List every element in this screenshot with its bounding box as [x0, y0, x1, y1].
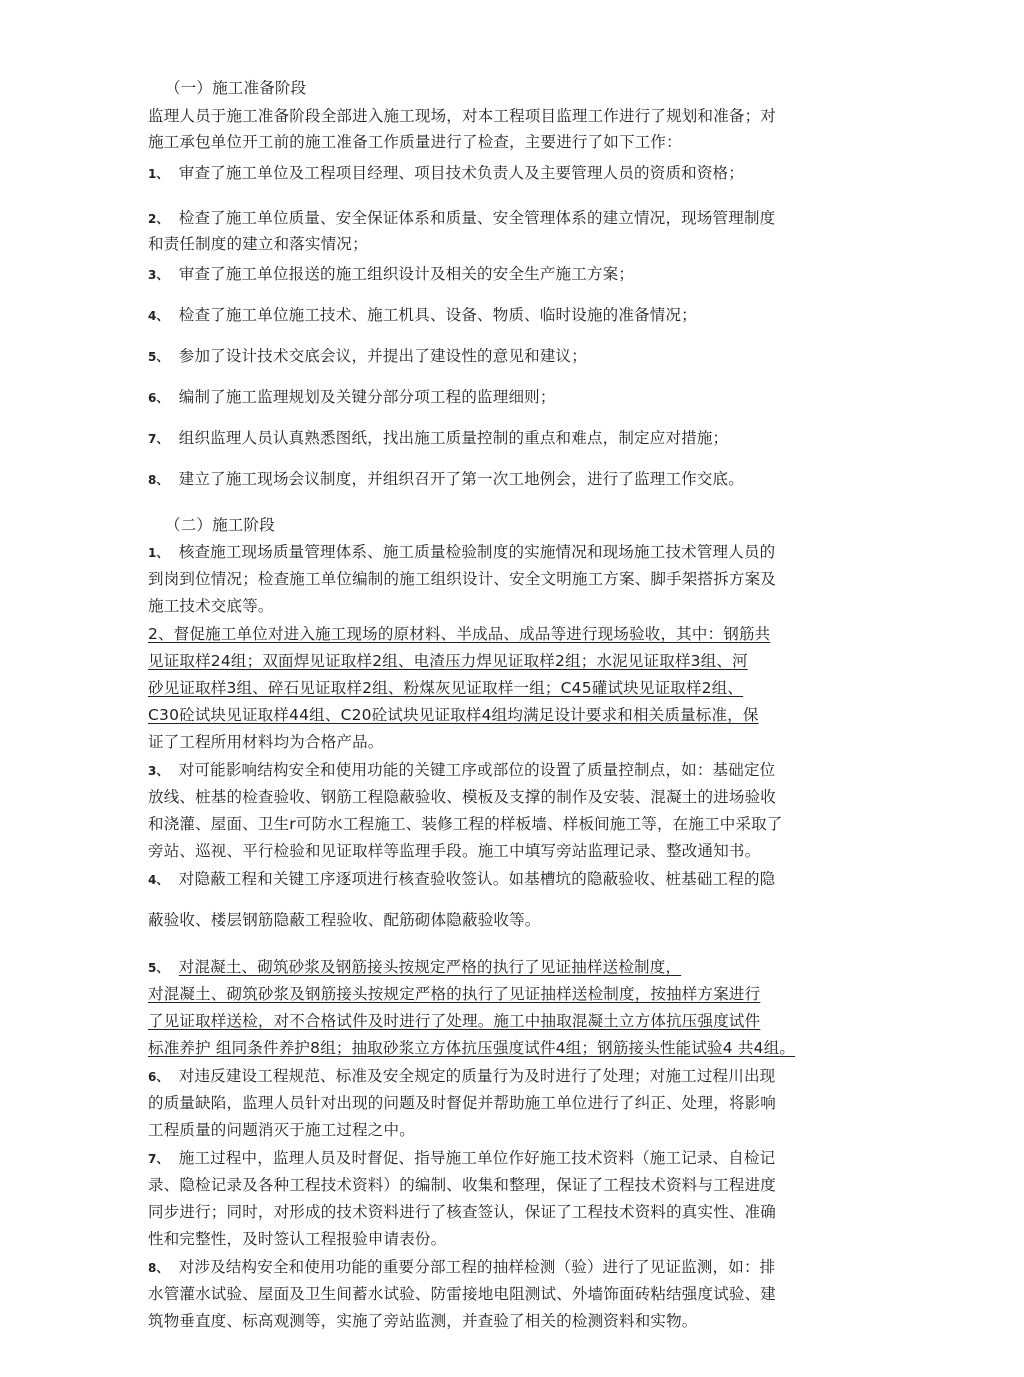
- item-number: 5、: [148, 961, 169, 975]
- item-number: 7、: [148, 432, 169, 446]
- item-text-continued: 水管灌水试验、屋面及卫生间蓄水试验、防雷接地电阻测试、外墙饰面砖粘结强度试验、建: [148, 1285, 777, 1303]
- item-number: 8、: [148, 1261, 169, 1275]
- item-text-continued: 放线、桩基的检查验收、钢筋工程隐蔽验收、模板及支撑的制作及安装、混凝土的进场验收: [148, 788, 777, 806]
- item-text-underlined: 标准养护 组同条件养护8组；抽取砂浆立方体抗压强度试件4组；钢筋接头性能试验4 共4组。: [148, 1039, 796, 1057]
- item-text-underlined: 砂见证取样3组、碎石见证取样2组、粉煤灰见证取样一组；C45礶试块见证取样2组、: [148, 679, 744, 697]
- item-number: 3、: [148, 268, 169, 282]
- item-text-underlined: 对混凝土、砌筑砂浆及钢筋接头按规定严格的执行了见证抽样送检制度，按抽样方案进行: [148, 985, 761, 1003]
- item-number: 1、: [148, 167, 169, 181]
- item-text-continued: 的质量缺陷，监理人员针对出现的问题及时督促并帮助施工单位进行了纠正、处理，将影响: [148, 1094, 777, 1112]
- item-text: 施工过程中，监理人员及时督促、指导施工单位作好施工技术资料（施工记录、自检记: [178, 1149, 776, 1167]
- item-number: 6、: [148, 1070, 169, 1084]
- item-text-continued: 旁站、巡视、平行检验和见证取样等监理手段。施工中填写旁站监理记录、整改通知书。: [148, 842, 761, 860]
- item-text: 审查了施工单位报送的施工组织设计及相关的安全生产施工方案；: [178, 265, 635, 283]
- item-text-continued: 证了工程所用材料均为合格产品。: [148, 733, 384, 751]
- item-number: 3、: [148, 764, 169, 778]
- list-item: [148, 264, 634, 285]
- item-number: 5、: [148, 350, 169, 364]
- item-text: 建立了施工现场会议制度，并组织召开了第一次工地例会，进行了监理工作交底。: [178, 470, 744, 488]
- list-item: [148, 1148, 775, 1169]
- list-item: [148, 542, 775, 563]
- item-text: 编制了施工监理规划及关键分部分项工程的监理细则；: [178, 388, 556, 406]
- item-number: 6、: [148, 391, 169, 405]
- item-text: 检查了施工单位质量、安全保证体系和质量、安全管理体系的建立情况，现场管理制度: [178, 209, 776, 227]
- list-item: [148, 469, 744, 490]
- item-text: 对隐蔽工程和关键工序逐项进行核查验收签认。如基槽坑的隐蔽验收、桩基础工程的隐: [178, 870, 776, 888]
- item-text-continued: 性和完整性，及时签认工程报验申请表份。: [148, 1230, 447, 1248]
- item-number: 2、: [148, 212, 169, 226]
- intro-line: 施工承包单位开工前的施工准备工作质量进行了检查，主要进行了如下工作：: [148, 133, 682, 151]
- item-text-continued: 录、隐检记录及各种工程技术资料）的编制、收集和整理，保证了工程技术资料与工程进度: [148, 1176, 777, 1194]
- item-text-underlined: C30砼试块见证取样44组、C20砼试块见证取样4组均满足设计要求和相关质量标准，保: [148, 706, 759, 724]
- item-text-underlined: 2、督促施工单位对进入施工现场的原材料、半成品、成品等进行现场验收，其中：钢筋共: [148, 625, 771, 643]
- item-text: 对涉及结构安全和使用功能的重要分部工程的抽样检测（验）进行了见证监测，如：排: [178, 1258, 776, 1276]
- item-text-continued: 施工技术交底等。: [148, 597, 274, 615]
- item-number: 4、: [148, 873, 169, 887]
- section-heading-preparation: （一）施工准备阶段: [165, 79, 307, 97]
- item-text-underlined: 见证取样24组；双面焊见证取样2组、电渣压力焊见证取样2组；水泥见证取样3组、河: [148, 652, 748, 670]
- intro-line: 监理人员于施工准备阶段全部进入施工现场，对本工程项目监理工作进行了规划和准备；对: [148, 107, 777, 125]
- item-number: 1、: [148, 546, 169, 560]
- section-heading-construction: （二）施工阶段: [165, 516, 275, 534]
- item-text-underlined: 对混凝土、砌筑砂浆及钢筋接头按规定严格的执行了见证抽样送检制度，: [178, 958, 682, 976]
- item-text: 参加了设计技术交底会议，并提出了建设性的意见和建议；: [178, 347, 587, 365]
- item-text: 核查施工现场质量管理体系、施工质量检验制度的实施情况和现场施工技术管理人员的: [178, 543, 776, 561]
- item-text-continued: 和责任制度的建立和落实情况；: [148, 235, 368, 253]
- list-item: [148, 869, 775, 890]
- list-item: [148, 163, 744, 184]
- list-item: [148, 957, 681, 978]
- list-item: [148, 760, 775, 781]
- item-text: 审查了施工单位及工程项目经理、项目技术负责人及主要管理人员的资质和资格；: [178, 164, 744, 182]
- item-text: 对违反建设工程规范、标准及安全规定的质量行为及时进行了处理；对施工过程川出现: [178, 1067, 776, 1085]
- item-text: 检查了施工单位施工技术、施工机具、设备、物质、临时设施的准备情况；: [178, 306, 697, 324]
- item-text-continued: 同步进行；同时，对形成的技术资料进行了核查签认，保证了工程技术资料的真实性、准确: [148, 1203, 777, 1221]
- list-item: [148, 1257, 775, 1278]
- item-text-continued: 工程质量的问题消灭于施工过程之中。: [148, 1121, 415, 1139]
- list-item: [148, 208, 775, 229]
- item-text-continued: 筑物垂直度、标高观测等，实施了旁站监测，并查验了相关的检测资料和实物。: [148, 1312, 698, 1330]
- item-text-continued: 蔽验收、楼层钢筋隐蔽工程验收、配筋砌体隐蔽验收等。: [148, 911, 541, 929]
- item-number: 4、: [148, 309, 169, 323]
- item-text-continued: 到岗到位情况；检查施工单位编制的施工组织设计、安全文明施工方案、脚手架搭拆方案及: [148, 570, 777, 588]
- item-number: 7、: [148, 1152, 169, 1166]
- item-text: 对可能影响结构安全和使用功能的关键工序或部位的设置了质量控制点，如：基础定位: [178, 761, 776, 779]
- list-item: [148, 305, 697, 326]
- list-item: [148, 387, 556, 408]
- list-item: [148, 428, 728, 449]
- list-item: [148, 1066, 775, 1087]
- list-item: [148, 346, 587, 367]
- item-text-underlined: 了见证取样送检，对不合格试件及时进行了处理。施工中抽取混凝土立方体抗压强度试件: [148, 1012, 761, 1030]
- item-text-continued: 和浇灌、屋面、卫生r可防水工程施工、装修工程的样板墙、样板间施工等，在施工中采取了: [148, 815, 783, 833]
- item-number: 8、: [148, 473, 169, 487]
- item-text: 组织监理人员认真熟悉图纸，找出施工质量控制的重点和难点，制定应对措施；: [178, 429, 729, 447]
